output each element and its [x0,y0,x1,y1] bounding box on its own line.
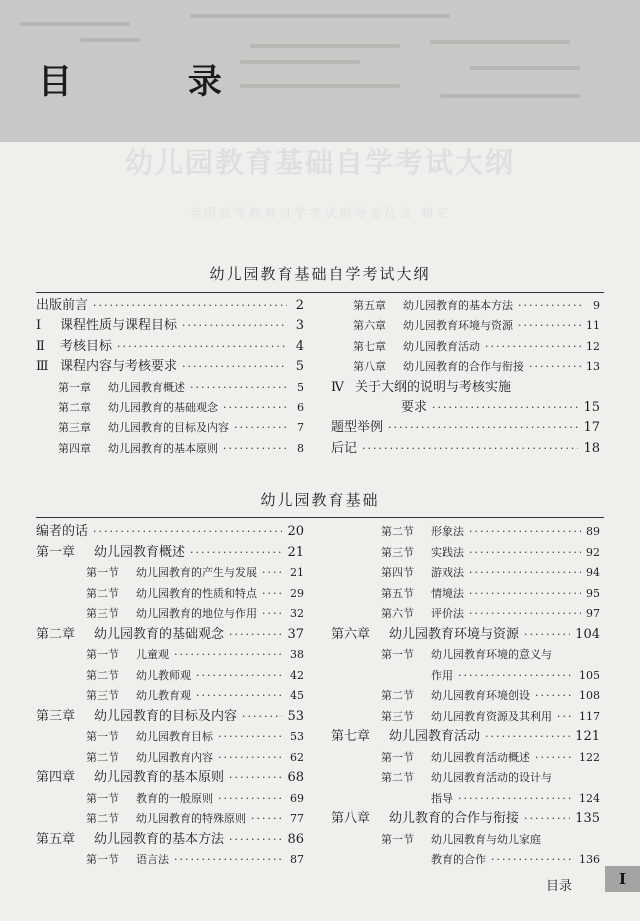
toc-entry-title: 幼儿园教育环境与资源 [389,626,520,642]
toc-entry-title: 幼儿教师观 [136,668,191,682]
dot-leader [432,398,578,418]
toc-entry-page: 5 [297,380,304,394]
toc-entry [36,707,304,728]
dot-leader [196,686,285,706]
dot-leader [458,789,574,809]
toc-entry-title: 作用 [431,668,453,682]
dot-leader [174,645,285,665]
toc-entry [36,522,304,543]
toc-entry-title: 课程内容与考核要求 [60,359,178,375]
toc-entry-title: 幼儿园教育的目标及内容 [94,708,238,724]
dot-leader [485,337,581,357]
toc-entry-number: 第二节 [381,771,414,784]
toc-entry [36,748,304,769]
toc-entry-title: 幼儿园教育的地位与作用 [136,607,257,620]
toc-entry-number: 第四章 [36,770,76,785]
dot-leader [218,727,285,747]
toc-entry-page: 13 [586,360,600,374]
toc-entry-title: 幼儿园教育环境创设 [431,689,530,702]
toc-entry-page: 29 [290,586,304,600]
toc-entry-number: 第一节 [86,853,119,866]
toc-entry-number: Ⅱ [36,338,45,354]
toc-entry [331,727,600,748]
toc-entry [36,666,304,687]
toc-entry-page: 117 [579,709,600,723]
toc-entry-number: 第二节 [86,668,119,682]
toc-entry-number: 第一节 [86,730,119,743]
toc-entry [331,686,600,707]
toc-entry-page: 15 [583,399,600,415]
header-band [0,0,640,142]
dot-leader [491,850,574,870]
dot-leader [524,625,570,645]
dot-leader [182,357,287,377]
toc-entry-page: 53 [287,708,304,724]
toc-entry [36,625,304,646]
dot-leader [518,296,583,316]
toc-entry [36,357,304,377]
toc-entry-title: 幼儿园教育与幼儿家庭 [431,832,541,846]
toc-entry-number: 第五章 [353,299,386,312]
toc-entry [331,418,600,438]
toc-entry-number: 第三章 [58,421,91,435]
toc-entry-number: 第二节 [381,525,414,538]
toc-entry-number: 第二节 [86,586,119,600]
toc-entry [36,686,304,707]
toc-entry-number: 第三节 [86,607,119,620]
toc-entry-page: 21 [287,544,304,560]
toc-entry-page: 87 [290,853,304,866]
toc-entry-number: 第二章 [36,626,76,642]
toc-entry-title: 指导 [431,791,453,805]
toc-entry [36,296,304,316]
dot-leader [557,707,574,727]
toc-entry-title: 幼儿园教育的基础观念 [94,626,225,642]
toc-entry-page: 124 [579,791,600,805]
section-rule [36,517,604,518]
toc-entry-number: 第一节 [86,648,119,661]
toc-entry-number: 第一章 [36,544,76,560]
toc-entry-title: 幼儿园教育的性质和特点 [136,586,257,600]
toc-entry-page: 104 [575,626,600,642]
toc-entry-page: 77 [290,812,304,825]
dot-leader [529,357,581,377]
toc-entry-page: 135 [575,811,600,826]
dot-leader [223,439,287,459]
toc-entry [331,645,600,666]
toc-entry-title: 幼儿园教育环境与资源 [403,319,513,333]
toc-entry [331,625,600,646]
toc-entry-page: 122 [579,750,600,764]
footer-page-number: I [605,866,640,892]
toc-entry [331,809,600,830]
toc-entry [331,666,600,687]
dot-leader [262,584,285,604]
dot-leader [469,522,581,542]
toc-entry-number: 第三节 [86,689,119,702]
toc-entry-title: 关于大纲的说明与考核实施 [355,379,512,395]
toc-entry [36,584,304,605]
toc-entry [331,830,600,851]
toc-entry [36,543,304,564]
toc-entry-title: 教育的一般原则 [136,791,213,805]
toc-entry [36,850,304,871]
dot-leader [362,439,578,459]
toc-entry-title: 幼儿园教育的基本方法 [94,831,225,847]
toc-entry-page: 20 [287,524,304,539]
dot-leader [93,522,282,542]
toc-entry-title: 幼儿园教育活动 [403,339,480,353]
toc-entry-page: 89 [586,525,600,538]
toc-entry-title: 幼儿园教育的产生与发展 [136,566,257,579]
toc-entry-page: 38 [290,648,304,661]
toc-entry-number: 第一节 [86,566,119,579]
toc-entry [331,789,600,810]
dot-leader [196,666,285,686]
toc-entry-number: 第三节 [381,709,414,723]
toc-entry-page: 45 [290,689,304,702]
toc-entry [331,337,600,357]
toc-entry [331,543,600,564]
toc-entry [331,316,600,336]
dot-leader [485,727,570,747]
toc-entry-number: 第二章 [58,400,91,414]
toc-column-left [36,522,304,871]
toc-entry-number: 第六章 [353,319,386,333]
toc-entry-title: 形象法 [431,525,464,538]
toc-entry [331,768,600,789]
toc-entry [331,584,600,605]
toc-entry-page: 6 [297,400,304,414]
toc-entry-title: 要求 [401,399,428,415]
toc-entry [36,809,304,830]
toc-entry [36,727,304,748]
dot-leader [388,418,578,438]
toc-entry-page: 108 [579,689,600,702]
toc-entry-page: 37 [287,626,304,642]
toc-entry-page: 17 [583,420,600,436]
toc-entry [36,563,304,584]
toc-entry-number: 第四章 [58,441,91,455]
toc-entry-number: 第六章 [331,626,371,642]
toc-entry [331,357,600,377]
toc-entry-number: 第七章 [331,729,371,744]
toc-entry-title: 幼儿园教育活动的设计与 [431,771,552,784]
bleed-through-subtitle: 全国高等教育自学考试指导委员会 制定 [189,206,451,220]
dot-leader [535,686,574,706]
toc-entry [36,378,304,398]
toc-entry-title: 幼儿园教育资源及其利用 [431,709,552,723]
dot-leader [182,316,287,336]
toc-entry [331,850,600,871]
toc-entry-page: 32 [290,607,304,620]
dot-leader [229,768,282,788]
toc-entry [331,748,600,769]
toc-entry-page: 3 [295,318,304,334]
toc-entry [36,418,304,438]
toc-entry-number: 第一节 [86,791,119,805]
dot-leader [190,378,287,398]
dot-leader [218,748,285,768]
toc-entry [331,563,600,584]
dot-leader [190,543,282,563]
toc-entry-title: 儿童观 [136,648,169,661]
toc-entry-page: 5 [295,359,304,375]
bleed-through-title: 幼儿园教育基础自学考试大纲 [124,146,515,179]
toc-entry-title: 幼儿园教育环境的意义与 [431,648,552,661]
toc-entry-number: 第二节 [86,812,119,825]
toc-entry [36,789,304,810]
dot-leader [229,830,282,850]
toc-entry-title: 实践法 [431,545,464,559]
toc-entry-page: 136 [579,853,600,866]
toc-entry-number: 第六节 [381,607,414,620]
section-heading-textbook: 幼儿园教育基础 [260,491,380,509]
toc-entry-title: 幼儿园教育目标 [136,730,213,743]
toc-entry [36,604,304,625]
toc-entry-number: 第三章 [36,708,76,724]
toc-entry-number: 题型举例 [331,420,384,436]
toc-entry-page: 7 [297,421,304,435]
dot-leader [262,604,285,624]
toc-entry-title: 幼儿园教育的特殊原则 [136,812,246,825]
toc-entry-title: 幼儿教育观 [136,689,191,702]
toc-entry-title: 课程性质与课程目标 [60,318,178,334]
dot-leader [469,584,581,604]
toc-entry-page: 62 [290,750,304,764]
toc-entry-title: 幼儿园教育的目标及内容 [108,421,229,435]
dot-leader [117,337,287,357]
dot-leader [469,604,581,624]
dot-leader [93,296,287,316]
toc-entry-title: 评价法 [431,607,464,620]
toc-entry-number: 编者的话 [36,524,89,539]
toc-entry-title: 幼儿园教育的基本原则 [108,441,218,455]
toc-entry-number: Ⅲ [36,359,49,375]
dot-leader [242,707,282,727]
toc-entry-number: 后记 [331,440,358,456]
toc-entry-number: 第七章 [353,339,386,353]
toc-entry-number: 第一节 [381,832,414,846]
toc-entry-number: 第一章 [58,380,91,394]
toc-entry-title: 考核目标 [60,338,113,354]
toc-entry-title: 幼儿园教育内容 [136,750,213,764]
toc-entry-number: 第二节 [381,689,414,702]
dot-leader [262,563,285,583]
dot-leader [251,809,285,829]
toc-entry [36,337,304,357]
toc-entry-page: 18 [583,440,600,456]
toc-entry [331,707,600,728]
toc-entry-page: 21 [290,566,304,579]
toc-entry-number: Ⅳ [331,379,344,395]
toc-entry-page: 94 [586,566,600,579]
toc-entry-page: 42 [290,668,304,682]
dot-leader [223,398,287,418]
toc-entry [36,645,304,666]
toc-entry-number: 第五节 [381,586,414,600]
toc-entry [331,439,600,459]
dot-leader [218,789,285,809]
toc-entry-number: 第四节 [381,566,414,579]
dot-leader [535,748,574,768]
toc-entry-title: 游戏法 [431,566,464,579]
toc-entry [36,768,304,789]
toc-entry-page: 97 [586,607,600,620]
toc-entry-number: 第一节 [381,750,414,764]
toc-entry-page: 95 [586,586,600,600]
toc-column-right [331,522,600,871]
toc-entry-page: 9 [593,299,600,312]
toc-entry-page: 4 [295,338,304,354]
toc-entry-title: 教育的合作 [431,853,486,866]
toc-entry [36,830,304,851]
toc-entry [36,398,304,418]
toc-entry-number: Ⅰ [36,318,42,334]
toc-entry-page: 121 [575,729,600,744]
toc-entry-number: 第三节 [381,545,414,559]
toc-entry-title: 幼儿教育的合作与衔接 [389,811,520,826]
toc-entry [331,398,600,418]
toc-entry [331,522,600,543]
dot-leader [469,563,581,583]
toc-entry-number: 第八章 [331,811,371,826]
toc-entry-title: 幼儿园教育概述 [94,544,186,560]
toc-entry-page: 2 [295,298,304,313]
dot-leader [229,625,282,645]
toc-entry-title: 幼儿园教育的合作与衔接 [403,360,524,374]
toc-entry [331,604,600,625]
toc-entry [331,378,600,398]
section-rule [36,292,604,293]
toc-entry-page: 53 [290,730,304,743]
toc-entry-number: 第五章 [36,831,76,847]
toc-entry [331,296,600,316]
dot-leader [234,418,287,438]
toc-entry [36,316,304,336]
dot-leader [518,316,581,336]
toc-column-right [331,296,600,459]
toc-entry-title: 幼儿园教育活动概述 [431,750,530,764]
toc-entry-page: 69 [290,791,304,805]
toc-entry-page: 12 [586,339,600,353]
toc-entry-page: 11 [586,319,600,333]
toc-entry-page: 92 [586,545,600,559]
dot-leader [524,809,570,829]
toc-entry-page: 86 [287,831,304,847]
dot-leader [458,666,574,686]
toc-entry-number: 出版前言 [36,298,89,313]
toc-entry [36,439,304,459]
toc-entry-title: 幼儿园教育的基础观念 [108,400,218,414]
dot-leader [469,543,581,563]
footer-label: 目录 [546,879,573,894]
toc-entry-page: 68 [287,770,304,785]
toc-entry-page: 8 [297,441,304,455]
toc-entry-number: 第二节 [86,750,119,764]
toc-entry-title: 幼儿园教育活动 [389,729,481,744]
page-title: 目 录 [38,62,274,102]
section-heading-syllabus: 幼儿园教育基础自学考试大纲 [209,265,431,283]
toc-entry-title: 语言法 [136,853,169,866]
toc-entry-title: 幼儿园教育的基本原则 [94,770,225,785]
toc-entry-page: 105 [579,668,600,682]
toc-entry-title: 情境法 [431,586,464,600]
toc-entry-number: 第八章 [353,360,386,374]
toc-entry-number: 第一节 [381,648,414,661]
toc-entry-title: 幼儿园教育概述 [108,380,185,394]
dot-leader [174,850,285,870]
toc-entry-title: 幼儿园教育的基本方法 [403,299,513,312]
toc-column-left [36,296,304,459]
